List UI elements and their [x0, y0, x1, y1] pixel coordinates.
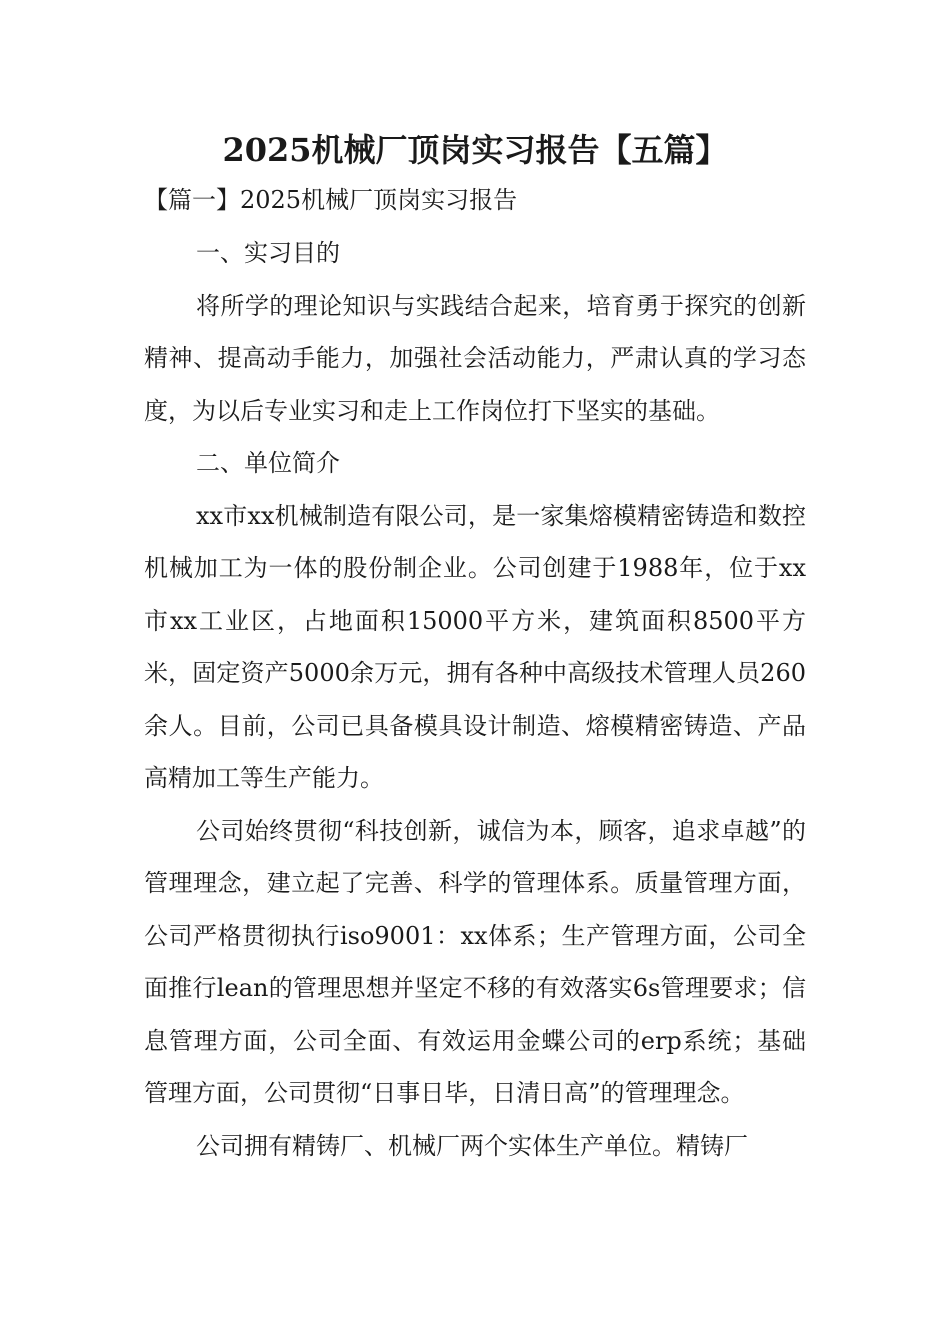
document-subtitle: 【篇一】2025机械厂顶岗实习报告 [144, 186, 518, 214]
section-heading-purpose: 一、实习目的 [196, 239, 340, 267]
paragraph-company-overview: xx市xx机械制造有限公司，是一家集熔模精密铸造和数控机械加工为一体的股份制企业。公司创建于1988年，位于xx市xx工业区，占地面积15000平方米，建筑面积8500平方米，固定资产5000余万元，拥有各种中高级技术管理人员260余人。目前，公司已具备模具设计制造、熔模精密铸造、产品高精加工等生产能力。 [144, 501, 806, 792]
section-heading-company-intro: 二、单位简介 [196, 449, 340, 477]
document-title: 2025机械厂顶岗实习报告【五篇】 [222, 131, 728, 169]
paragraph-management-philosophy: 公司始终贯彻“科技创新，诚信为本，顾客，追求卓越”的管理理念，建立起了完善、科学的管理体系。质量管理方面，公司严格贯彻执行iso9001：xx体系；生产管理方面，公司全面推行lean的管理思想并坚定不移的有效落实6s管理要求；信息管理方面，公司全面、有效运用金蝶公司的erp系统；基础管理方面，公司贯彻“日事日毕，日清日高”的管理理念。 [144, 816, 806, 1107]
document-body [144, 227, 806, 1172]
paragraph-purpose: 将所学的理论知识与实践结合起来，培育勇于探究的创新精神、提高动手能力，加强社会活动能力，严肃认真的学习态度，为以后专业实习和走上工作岗位打下坚实的基础。 [144, 291, 806, 425]
paragraph-production-units: 公司拥有精铸厂、机械厂两个实体生产单位。精铸厂 [196, 1131, 748, 1160]
